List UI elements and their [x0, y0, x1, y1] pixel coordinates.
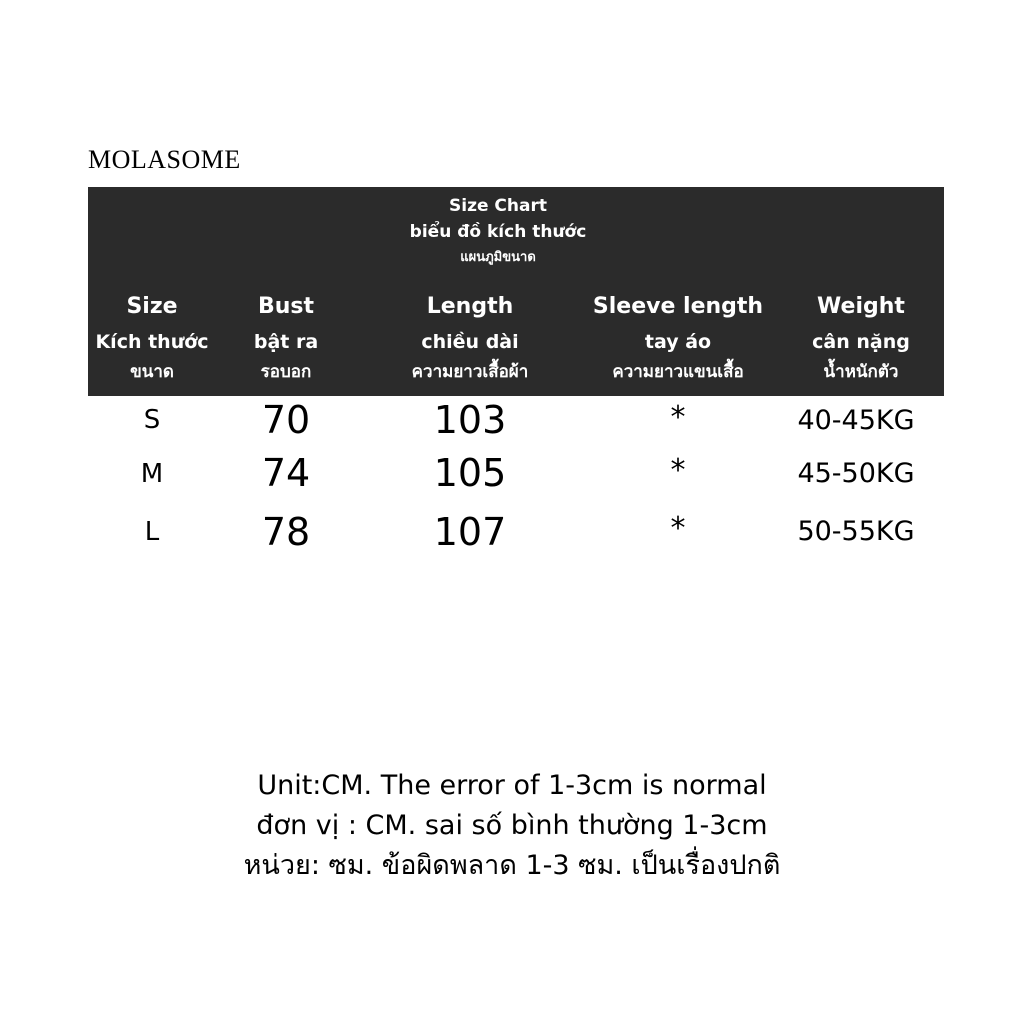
column-label-en: Size	[126, 294, 178, 319]
column-label-vi: cân nặng	[812, 331, 910, 353]
chart-title-en: Size Chart	[449, 196, 547, 216]
unit-note	[0, 766, 1024, 886]
column-label-vi: chiều dài	[421, 331, 519, 353]
table-cell-bust: 78	[261, 510, 311, 554]
column-label-th: น้ำหนักตัว	[823, 362, 899, 382]
unit-note-th: หน่วย: ซม. ข้อผิดพลาด 1-3 ซม. เป็นเรื่องปกติ	[243, 850, 781, 881]
table-cell-length: 107	[433, 510, 507, 554]
column-header-weight	[812, 287, 910, 387]
table-cell-length: 105	[433, 451, 507, 495]
column-label-vi: tay áo	[644, 331, 712, 353]
unit-note-en: Unit:CM. The error of 1-3cm is normal	[257, 770, 767, 801]
column-header-length	[412, 287, 529, 387]
column-label-vi: Kích thước	[95, 331, 209, 353]
table-cell-weight: 45-50KG	[797, 458, 915, 489]
brand-name: MOLASOME	[88, 145, 241, 174]
chart-title	[88, 193, 908, 271]
column-label-th: ความยาวแขนเสื้อ	[612, 362, 744, 382]
table-cell-bust: 70	[261, 398, 311, 442]
chart-title-vi: biểu đồ kích thước	[409, 222, 587, 242]
table-cell-weight: 50-55KG	[797, 516, 915, 547]
table-cell-sleeve: *	[670, 400, 686, 435]
chart-title-th: แผนภูมิขนาด	[460, 250, 536, 265]
column-label-th: รอบอก	[260, 362, 312, 382]
table-cell-sleeve: *	[670, 511, 686, 546]
table-cell-size: M	[140, 459, 164, 489]
column-label-en: Sleeve length	[592, 294, 764, 319]
table-cell-weight: 40-45KG	[797, 405, 915, 436]
column-header-sleeve-length	[593, 287, 763, 387]
column-label-en: Bust	[257, 294, 315, 319]
column-label-en: Length	[426, 294, 514, 319]
column-label-th: ความยาวเสื้อผ้า	[411, 362, 529, 382]
column-label-vi: bật ra	[253, 331, 319, 353]
column-header-bust	[254, 287, 318, 387]
column-label-th: ขนาด	[130, 362, 174, 382]
column-header-size	[95, 287, 208, 387]
table-cell-size: S	[143, 405, 161, 435]
table-cell-bust: 74	[261, 451, 311, 495]
table-cell-length: 103	[433, 398, 507, 442]
column-label-en: Weight	[817, 294, 905, 319]
size-chart-header	[88, 187, 944, 396]
unit-note-vi: đơn vị : CM. sai số bình thường 1-3cm	[256, 810, 768, 841]
table-cell-size: L	[144, 517, 160, 547]
table-cell-sleeve: *	[670, 453, 686, 488]
